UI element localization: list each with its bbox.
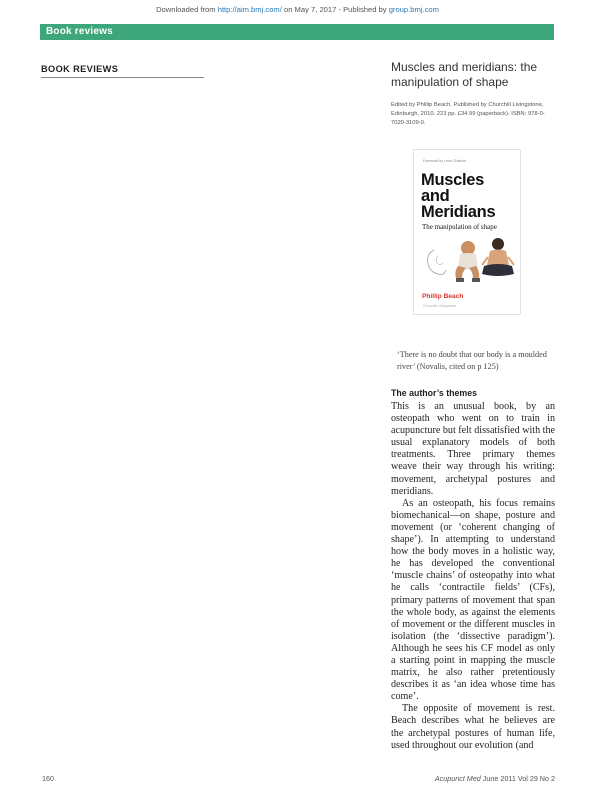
publisher-link[interactable]: group.bmj.com xyxy=(388,5,439,14)
cover-foreword: Foreword by Leon Chaitow xyxy=(423,159,466,163)
download-link[interactable]: http://aim.bmj.com/ xyxy=(217,5,282,14)
cover-author: Phillip Beach xyxy=(422,293,464,300)
epigraph-quote: ‘There is no doubt that our body is a moulded river’ (Novalis, cited on p 125) xyxy=(397,350,547,371)
section-divider xyxy=(41,77,204,78)
review-title: Muscles and meridians: the manipulation of shape xyxy=(391,60,538,89)
book-cover-image xyxy=(414,150,520,314)
download-middle: on May 7, 2017 - Published by xyxy=(281,5,389,14)
review-subheading: The author’s themes xyxy=(391,388,478,398)
cover-title-line2: and xyxy=(421,187,450,205)
cover-publisher: Churchill Livingstone xyxy=(423,304,457,308)
section-banner xyxy=(40,24,554,40)
review-bibliographic-info: Edited by Phillip Beach. Published by Churchill Livingstone, Edinburgh, 2010. 223 pp. £34.99 (paperback). ISBN: 978-0-7020-3109-0. xyxy=(391,102,545,126)
cover-title-line1: Muscles xyxy=(421,171,485,189)
page-number: 160 xyxy=(42,774,54,783)
journal-citation xyxy=(435,774,555,783)
body-paragraph-3: The opposite of movement is rest. Beach describes what he believes are the archetypal postures of human life, used throughout our evolution (and xyxy=(391,703,555,751)
body-paragraph-2: As an osteopath, his focus remains biomechanical—on shape, posture and movement (or ‘coherent changing of shape’). In attempting to understand how the body moves in a holistic way, he has developed the conventional ‘muscle chains’ of osteopathy into what he calls ‘contractile fields’ (CFs), primary patterns of movement that span the whole body, as against the elements of movement or the different muscles in isolation (the ‘dissective paradigm’). Although he sees his CF model as only a starting point in mapping the muscle matrix, he also rather pretentiously describes it as ‘an idea whose time has come’. xyxy=(391,497,555,703)
banner-title: Book reviews xyxy=(46,26,113,37)
journal-issue: June 2011 Vol 29 No 2 xyxy=(480,774,555,783)
section-heading: BOOK REVIEWS xyxy=(41,64,119,74)
body-paragraph-1: This is an unusual book, by an osteopath who went on to train in acupuncture but felt dissatisfied with the usual explanatory models of both treatments. Three primary themes weave their way through his writing: movement, archetypal postures and meridians. xyxy=(391,401,555,497)
download-prefix: Downloaded from xyxy=(156,5,218,14)
cover-title-line3: Meridians xyxy=(421,203,496,221)
cover-illustration xyxy=(414,150,520,314)
journal-name: Acupunct Med xyxy=(434,774,481,783)
cover-subtitle: The manipulation of shape xyxy=(422,223,497,231)
review-body xyxy=(391,401,555,752)
download-notice xyxy=(0,5,595,14)
